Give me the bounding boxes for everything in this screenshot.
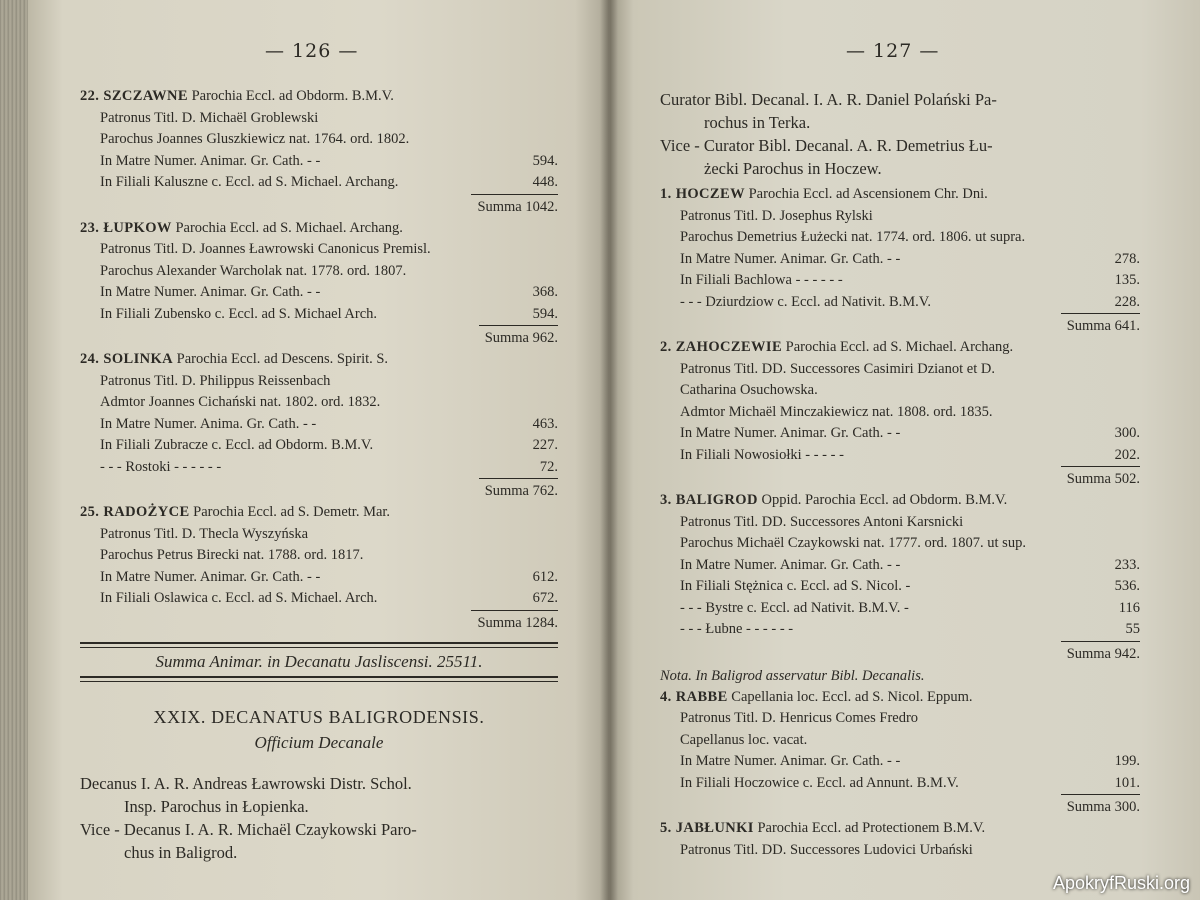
- entry-line: [660, 730, 1140, 752]
- entry-value: 116: [1118, 599, 1140, 616]
- entry-line: [80, 567, 558, 589]
- entry-line: [660, 206, 1140, 228]
- official-entry: [660, 88, 1140, 134]
- entry-line: [660, 292, 1140, 314]
- entry-text: In Matre Numer. Anima. Gr. Cath. - -: [100, 415, 317, 432]
- entry-line: [660, 598, 1140, 620]
- entry-line: [660, 270, 1140, 292]
- entry-line: [660, 359, 1140, 381]
- page-edges: [0, 0, 28, 900]
- entry-value: 536.: [1114, 578, 1140, 594]
- parish-entry: [80, 86, 558, 218]
- entry-line: [80, 172, 558, 194]
- entry-value: 612.: [532, 568, 558, 585]
- entry-text: Capellanus loc. vacat.: [680, 731, 808, 748]
- entry-text: In Filiali Hoczowice c. Eccl. ad Annunt. B.M.V.: [680, 774, 959, 791]
- parish-name: 23. ŁUPKOW: [80, 219, 172, 236]
- entry-line: [80, 261, 558, 283]
- entry-value: 448.: [532, 174, 558, 190]
- entry-line: [660, 751, 1140, 773]
- entry-title-line: [80, 218, 558, 240]
- entry-text: In Filiali Stężnica c. Eccl. ad S. Nicol. -: [680, 578, 911, 594]
- entry-text: - - - Dziurdziow c. Eccl. ad Nativit. B.M.V.: [680, 293, 932, 310]
- official-line: Decanus I. A. R. Andreas Ławrowski Distr. Schol.: [80, 773, 412, 793]
- entry-line: [660, 445, 1140, 467]
- entry-line: [80, 392, 558, 414]
- entry-text: Parochus Demetrius Łużecki nat. 1774. ord. 1806. ut supra.: [680, 229, 1026, 245]
- entry-summa: [80, 610, 558, 634]
- entry-text: - - - Łubne - - - - - -: [680, 621, 794, 637]
- parish-entry: [80, 349, 558, 502]
- entry-text: In Filiali Oslawica c. Eccl. ad S. Michael. Arch.: [100, 590, 378, 606]
- entry-text: Patronus Titl. D. Henricus Comes Fredro: [680, 710, 919, 726]
- parish-entry: [660, 818, 1140, 861]
- parish-name: 3. BALIGROD: [660, 492, 758, 508]
- entry-text: Patronus Titl. D. Joannes Ławrowski Canonicus Premisl.: [100, 241, 431, 257]
- parish-description: Parochia Eccl. ad Protectionem B.M.V.: [753, 820, 986, 836]
- entry-line: [660, 840, 1140, 862]
- entry-text: Admtor Joannes Cichański nat. 1802. ord. 1832.: [100, 394, 381, 410]
- entry-text: Patronus Titl. D. Philippus Reissenbach: [100, 372, 331, 389]
- entry-text: In Filiali Nowosiołki - - - - -: [680, 446, 844, 463]
- entry-line: [660, 227, 1140, 249]
- entry-title-line: [660, 337, 1140, 359]
- entry-text: In Filiali Zubensko c. Eccl. ad S. Michael Arch.: [100, 305, 378, 322]
- entry-summa: [660, 313, 1140, 337]
- entry-summa: [80, 194, 558, 218]
- entry-value: 278.: [1114, 250, 1140, 267]
- entry-summa: [80, 325, 558, 349]
- entry-summa: [80, 478, 558, 502]
- entry-value: 202.: [1114, 446, 1140, 463]
- entry-line: [80, 457, 558, 479]
- parish-description: Parochia Eccl. ad S. Michael. Archang.: [782, 339, 1014, 355]
- entry-summa: [660, 466, 1140, 490]
- entry-text: Patronus Titl. D. Thecla Wyszyńska: [100, 525, 309, 542]
- entry-line: [660, 555, 1140, 577]
- book-gutter: [600, 0, 618, 900]
- entry-text: - - - Bystre c. Eccl. ad Nativit. B.M.V. -: [680, 599, 909, 616]
- official-line: żecki Parochus in Hoczew.: [704, 159, 882, 178]
- summa-value: Summa 942.: [1061, 641, 1140, 666]
- entry-line: [660, 533, 1140, 555]
- official-line: chus in Baligrod.: [124, 842, 238, 862]
- entry-line: [80, 435, 558, 457]
- official-line: Insp. Parochus in Łopienka.: [124, 796, 309, 816]
- summa-value: Summa 962.: [479, 325, 558, 350]
- entry-summa: [660, 641, 1140, 665]
- entry-line: [80, 545, 558, 567]
- entry-title-line: [80, 349, 558, 371]
- official-entry: [80, 772, 558, 818]
- summa-value: Summa 641.: [1061, 313, 1140, 338]
- entry-line: [80, 371, 558, 393]
- official-line: Curator Bibl. Decanal. I. A. R. Daniel Polański Pa-: [660, 90, 997, 109]
- entry-value: 101.: [1114, 774, 1140, 791]
- parish-description: Parochia Eccl. ad S. Demetr. Mar.: [189, 504, 391, 520]
- parish-name: 5. JABŁUNKI: [660, 820, 754, 836]
- entry-text: In Filiali Kaluszne c. Eccl. ad S. Michael. Archang.: [100, 174, 399, 190]
- entry-line: [80, 108, 558, 130]
- entry-text: Parochus Michaël Czaykowski nat. 1777. ord. 1807. ut sup.: [680, 535, 1026, 551]
- entry-text: - - - Rostoki - - - - - -: [100, 458, 222, 475]
- entry-text: In Filiali Bachlowa - - - - - -: [680, 272, 843, 288]
- entry-line: [660, 423, 1140, 445]
- entry-line: [80, 524, 558, 546]
- parish-name: 22. SZCZAWNE: [80, 88, 188, 104]
- entry-value: 55: [1125, 621, 1140, 637]
- entry-line: [80, 282, 558, 304]
- summa-value: Summa 502.: [1061, 466, 1140, 491]
- entry-title-line: [80, 502, 558, 524]
- official-line: Vice - Decanus I. A. R. Michaël Czaykowski Paro-: [80, 819, 417, 839]
- entry-line: [660, 380, 1140, 402]
- official-line: Vice - Curator Bibl. Decanal. A. R. Demetrius Łu-: [660, 136, 993, 155]
- entry-value: 135.: [1114, 272, 1140, 288]
- watermark: ApokryfRuski.org: [1052, 873, 1190, 893]
- entry-value: 199.: [1114, 753, 1140, 769]
- entry-value: 594.: [532, 305, 558, 322]
- entry-text: In Matre Numer. Animar. Gr. Cath. - -: [680, 753, 901, 769]
- entry-value: 300.: [1114, 425, 1140, 441]
- entry-text: Patronus Titl. D. Michaël Groblewski: [100, 109, 319, 126]
- entry-line: [660, 773, 1140, 795]
- entry-text: In Matre Numer. Animar. Gr. Cath. - -: [100, 568, 321, 585]
- entry-text: Catharina Osuchowska.: [680, 382, 818, 398]
- parish-description: Parochia Eccl. ad Descens. Spirit. S.: [173, 351, 389, 367]
- entry-title-line: [80, 86, 558, 108]
- entry-text: In Matre Numer. Animar. Gr. Cath. - -: [100, 152, 321, 169]
- entry-value: 463.: [532, 415, 558, 432]
- entry-value: 72.: [539, 458, 558, 475]
- entry-line: [660, 249, 1140, 271]
- official-entry: [80, 818, 558, 864]
- parish-name: 25. RADOŻYCE: [80, 504, 190, 520]
- entry-text: Patronus Titl. DD. Successores Casimiri Dzianot et D.: [680, 360, 995, 377]
- section-subtitle: Officium Decanale: [254, 732, 384, 752]
- parish-description: Parochia Eccl. ad S. Michael. Archang.: [171, 219, 403, 236]
- entry-title-line: [660, 184, 1140, 206]
- left-page: [28, 0, 610, 900]
- parish-entry: [660, 490, 1140, 665]
- parish-name: 24. SOLINKA: [80, 351, 174, 367]
- entry-value: 368.: [532, 284, 558, 300]
- left-entries: [80, 86, 558, 864]
- entry-value: 672.: [532, 590, 558, 606]
- entry-line: [80, 304, 558, 326]
- entry-line: [660, 708, 1140, 730]
- parish-entry: [660, 337, 1140, 490]
- entry-line: [660, 619, 1140, 641]
- official-entry: [660, 134, 1140, 180]
- parish-name: 2. ZAHOCZEWIE: [660, 339, 783, 355]
- official-line: rochus in Terka.: [704, 113, 811, 132]
- entry-text: Patronus Titl. DD. Successores Ludovici Urbański: [680, 841, 973, 858]
- entry-text: Parochus Joannes Gluszkiewicz nat. 1764. ord. 1802.: [100, 131, 410, 147]
- parish-entry: [660, 687, 1140, 819]
- entry-line: [660, 576, 1140, 598]
- nota-line: Nota. In Baligrod asservatur Bibl. Decanalis.: [660, 667, 925, 684]
- entry-text: Admtor Michaël Minczakiewicz nat. 1808. ord. 1835.: [680, 403, 993, 420]
- entry-title-line: [660, 818, 1140, 840]
- entry-text: In Filiali Zubracze c. Eccl. ad Obdorm. B.M.V.: [100, 437, 374, 453]
- right-page: [610, 0, 1200, 900]
- summa-value: Summa 300.: [1061, 794, 1140, 819]
- entry-text: In Matre Numer. Animar. Gr. Cath. - -: [100, 284, 321, 300]
- parish-name: 4. RABBE: [660, 688, 728, 705]
- parish-entry: [80, 502, 558, 634]
- summa-value: Summa 1284.: [471, 610, 558, 635]
- parish-description: Parochia Eccl. ad Obdorm. B.M.V.: [187, 88, 394, 104]
- entry-line: [80, 588, 558, 610]
- entry-line: [80, 151, 558, 173]
- entry-title-line: [660, 687, 1140, 709]
- entry-line: [660, 402, 1140, 424]
- entry-value: 227.: [532, 437, 558, 453]
- entry-text: Patronus Titl. D. Josephus Rylski: [680, 207, 873, 224]
- entry-summa: [660, 794, 1140, 818]
- entry-text: In Matre Numer. Animar. Gr. Cath. - -: [680, 250, 901, 267]
- entry-line: [660, 512, 1140, 534]
- entry-text: Parochus Petrus Birecki nat. 1788. ord. 1817.: [100, 547, 364, 563]
- parish-entry: [80, 218, 558, 350]
- entry-value: 228.: [1114, 293, 1140, 310]
- summa-value: Summa 762.: [479, 478, 558, 503]
- entry-value: 594.: [532, 152, 558, 169]
- entry-line: [80, 414, 558, 436]
- entry-title-line: [660, 490, 1140, 512]
- entry-text: Patronus Titl. DD. Successores Antoni Karsnicki: [680, 513, 964, 530]
- decanate-total: Summa Animar. in Decanatu Jasliscensi. 25511.: [155, 651, 483, 671]
- parish-name: 1. HOCZEW: [660, 186, 745, 202]
- entry-value: 233.: [1114, 556, 1140, 573]
- parish-description: Capellania loc. Eccl. ad S. Nicol. Eppum.: [727, 688, 973, 705]
- entry-line: [80, 129, 558, 151]
- entry-line: [80, 239, 558, 261]
- parish-description: Oppid. Parochia Eccl. ad Obdorm. B.M.V.: [757, 492, 1008, 508]
- entry-text: In Matre Numer. Animar. Gr. Cath. - -: [680, 556, 901, 573]
- section-title: XXIX. DECANATUS BALIGRODENSIS.: [153, 706, 485, 727]
- page-number-right: — 127 —: [846, 40, 940, 62]
- entry-text: In Matre Numer. Animar. Gr. Cath. - -: [680, 425, 901, 441]
- entry-text: Parochus Alexander Warcholak nat. 1778. ord. 1807.: [100, 262, 407, 279]
- right-entries: [660, 88, 1140, 861]
- summa-value: Summa 1042.: [471, 194, 558, 219]
- parish-entry: [660, 184, 1140, 337]
- parish-description: Parochia Eccl. ad Ascensionem Chr. Dni.: [744, 186, 988, 202]
- page-number-left: — 126 —: [265, 40, 359, 62]
